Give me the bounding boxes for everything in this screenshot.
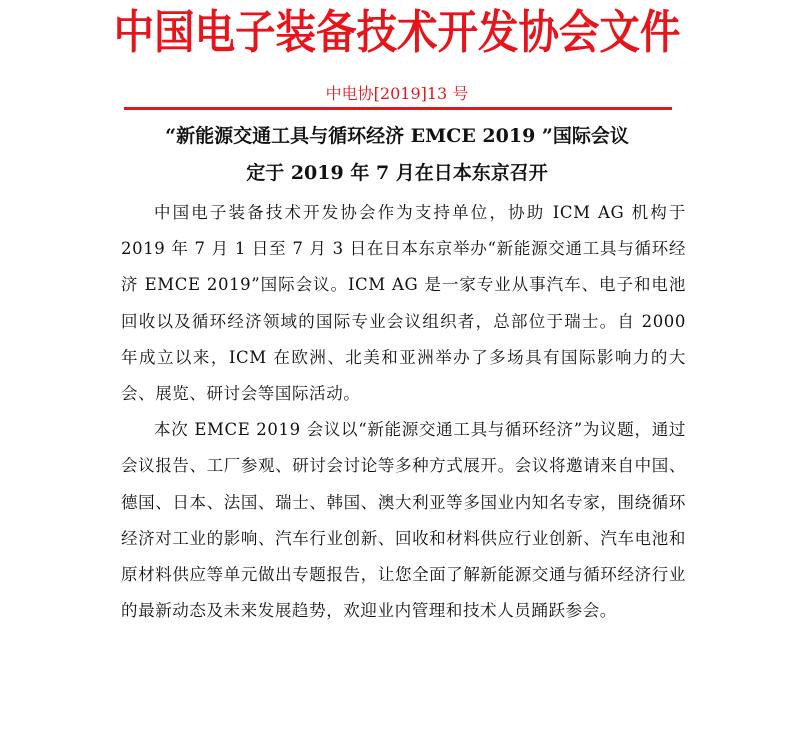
document-title-line-2: 定于 2019 年 7 月在日本东京召开 xyxy=(246,162,548,184)
document-body xyxy=(121,195,686,629)
body-paragraph: 中国电子装备技术开发协会作为支持单位，协助 ICM AG 机构于 2019 年 7 月 1 日至 7 月 3 日在日本东京举办“新能源交通工具与循环经济 EMCE 2019”国际会议。ICM AG 是一家专业从事汽车、电子和电池回收以及循环经济领域的国际专业会议组织者，总部位于瑞士。自 2000 年成立以来，ICM 在欧洲、北美和亚洲举办了多场具有国际影响力的大会、展览、研讨会等国际活动。 xyxy=(121,203,686,404)
body-paragraph: 本次 EMCE 2019 会议以“新能源交通工具与循环经济”为议题，通过会议报告、工厂参观、研讨会讨论等多种方式展开。会议将邀请来自中国、德国、日本、法国、瑞士、韩国、澳大利亚等多国业内知名专家，围绕循环经济对工业的影响、汽车行业创新、回收和材料供应行业创新、汽车电池和原材料供应等单元做出专题报告，让您全面了解新能源交通与循环经济行业的最新动态及未来发展趋势，欢迎业内管理和技术人员踊跃参会。 xyxy=(121,420,686,621)
document-title-line-1: “新能源交通工具与循环经济 EMCE 2019 ”国际会议 xyxy=(165,125,629,147)
document-number: 中电协[2019]13 号 xyxy=(325,84,469,103)
document-masthead: 中国电子装备技术开发协会文件 xyxy=(113,5,681,59)
red-separator-line xyxy=(124,107,672,110)
